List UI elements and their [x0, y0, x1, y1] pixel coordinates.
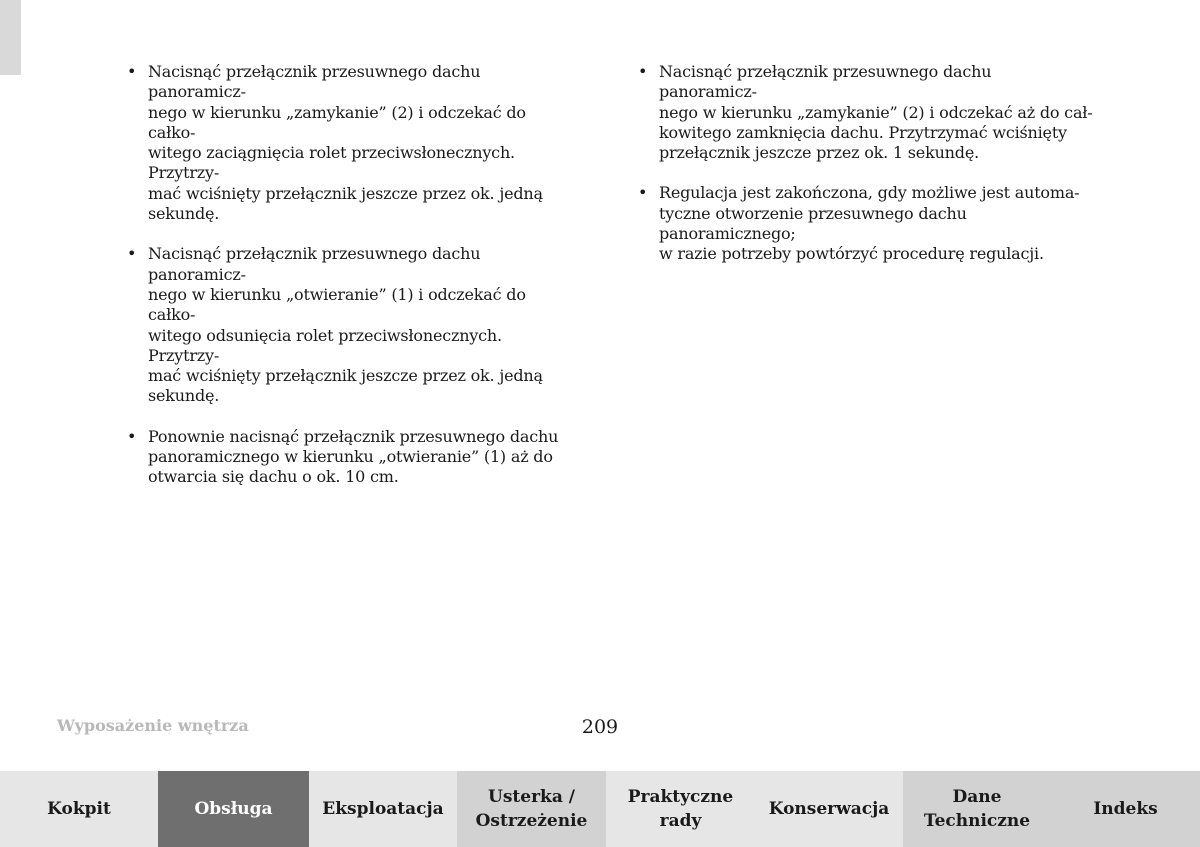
- bullet: •: [638, 183, 648, 203]
- tab-dane-techniczne[interactable]: Dane Techniczne: [903, 771, 1051, 847]
- list-item-text: Nacisnąć przełącznik przesuwnego dachu panoramicz- nego w kierunku „zamykanie” (2) i odczekać do całko- witego zaciągnięcia rolet przeciwsłonecznych. Przytrzy- mać wciśnięty przełącznik jeszcze przez ok. jedną sekundę.: [148, 62, 543, 224]
- list-item: [127, 62, 577, 224]
- bullet: •: [127, 62, 137, 81]
- list-item: [127, 244, 577, 406]
- tab-obsluga[interactable]: Obsługa: [158, 771, 309, 847]
- tab-konserwacja[interactable]: Konserwacja: [755, 771, 903, 847]
- tab-indeks[interactable]: Indeks: [1051, 771, 1200, 847]
- list-item-text: Nacisnąć przełącznik przesuwnego dachu panoramicz- nego w kierunku „otwieranie” (1) i odczekać do całko- witego odsunięcia rolet przeciwsłonecznych. Przytrzy- mać wciśnięty przełącznik jeszcze przez ok. jedną sekundę.: [148, 244, 543, 406]
- list-item: [638, 62, 1093, 163]
- bullet: •: [638, 62, 648, 81]
- page-number: 209: [581, 716, 619, 738]
- list-item: [127, 427, 577, 488]
- tab-eksploatacja[interactable]: Eksploatacja: [309, 771, 457, 847]
- list-item: [638, 183, 1093, 264]
- list-item-text: Ponownie nacisnąć przełącznik przesuwnego dachu panoramicznego w kierunku „otwieranie” (1) aż do otwarcia się dachu o ok. 10 cm.: [148, 426, 559, 487]
- chapter-nav-bar: [0, 771, 1200, 847]
- tab-usterka-ostrzezenie[interactable]: Usterka / Ostrzeżenie: [457, 771, 606, 847]
- right-column: [638, 62, 1093, 285]
- bullet: •: [127, 426, 137, 446]
- section-label: Wyposażenie wnętrza: [57, 716, 249, 735]
- corner-thumb-mark: [0, 0, 21, 75]
- tab-praktyczne-rady[interactable]: Praktyczne rady: [606, 771, 755, 847]
- list-item-text: Regulacja jest zakończona, gdy możliwe jest automa- tyczne otworzenie przesuwnego dachu panoramicznego; w razie potrzeby powtórzyć procedurę regulacji.: [659, 183, 1080, 264]
- bullet: •: [127, 244, 137, 264]
- tab-kokpit[interactable]: Kokpit: [0, 771, 158, 847]
- list-item-text: Nacisnąć przełącznik przesuwnego dachu panoramicz- nego w kierunku „zamykanie” (2) i odczekać aż do cał- kowitego zamknięcia dachu. Przytrzymać wciśnięty przełącznik jeszcze przez ok. 1 sekundę.: [659, 62, 1093, 163]
- left-column: [127, 62, 577, 508]
